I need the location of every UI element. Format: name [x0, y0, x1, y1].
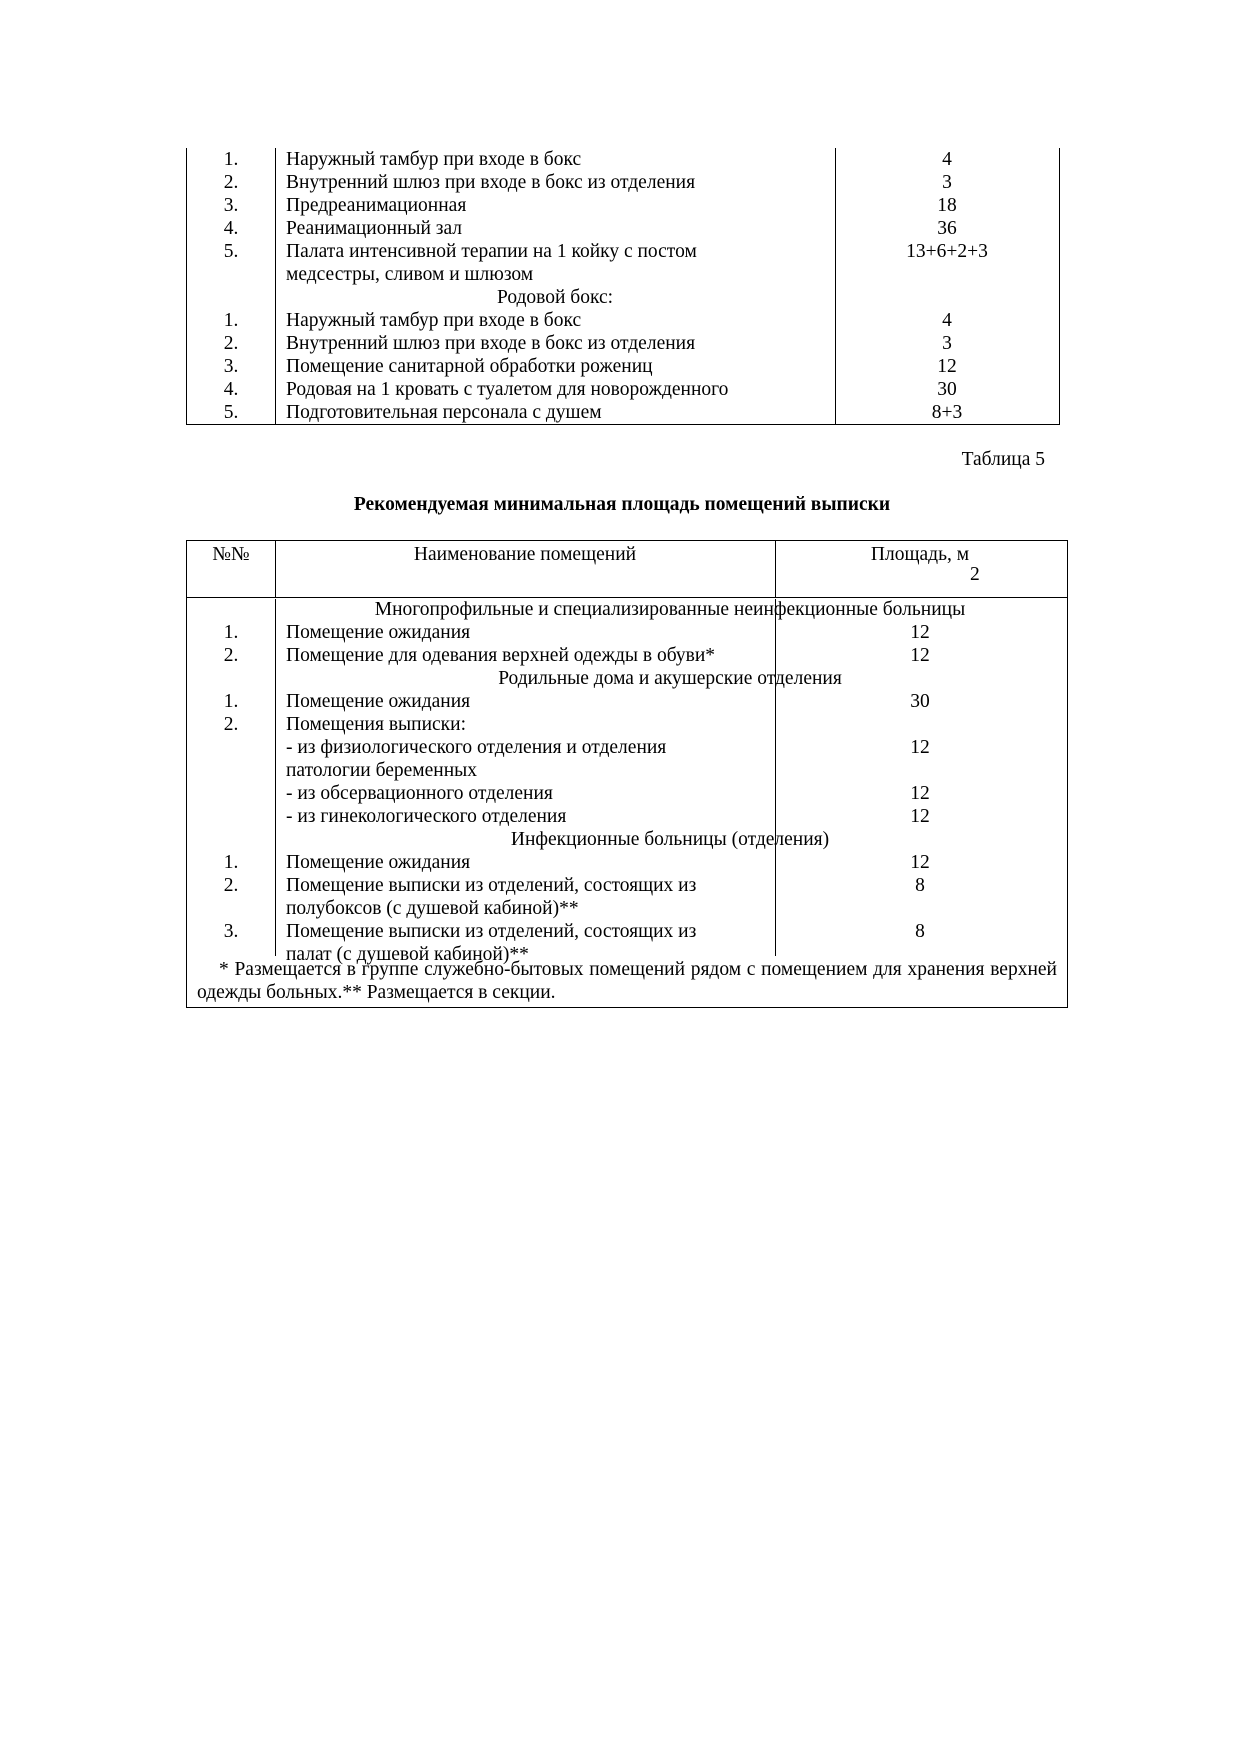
row-number: 5. — [223, 241, 239, 262]
room-name: Помещение ожидания — [286, 622, 471, 643]
room-area: 13+6+2+3 — [906, 241, 988, 262]
row-number: 1. — [223, 310, 239, 331]
room-area: 30 — [937, 379, 957, 400]
row-number: 2. — [223, 333, 239, 354]
room-name: Помещение выписки из отделений, состоящих из — [286, 921, 697, 942]
table-row — [187, 378, 1059, 401]
section-title: Инфекционные больницы (отделения) — [510, 829, 830, 850]
row-number: 3. — [223, 195, 239, 216]
room-name: Помещение выписки из отделений, состоящих из — [286, 875, 697, 896]
room-name: полубоксов (с душевой кабиной)** — [286, 898, 579, 919]
table-5 — [186, 540, 1068, 1008]
table-row — [187, 263, 1059, 286]
row-number: 4. — [223, 218, 239, 239]
table-row — [187, 874, 1067, 897]
table-row — [187, 782, 1067, 805]
table-row — [187, 943, 1067, 966]
room-area: 8+3 — [931, 402, 963, 423]
row-number: 2. — [223, 714, 239, 735]
room-area: 12 — [910, 852, 930, 873]
table-row — [187, 805, 1067, 828]
table-caption: Таблица 5 — [961, 449, 1045, 470]
table-row — [187, 621, 1067, 644]
section-row — [187, 828, 1067, 851]
table-title: Рекомендуемая минимальная площадь помещений выписки — [353, 494, 891, 515]
room-name: Внутренний шлюз при входе в бокс из отделения — [286, 172, 696, 193]
room-area: 3 — [942, 333, 952, 354]
room-name: медсестры, сливом и шлюзом — [286, 264, 534, 285]
table-row — [187, 851, 1067, 874]
header-num: №№ — [212, 544, 250, 565]
room-name: - из физиологического отделения и отделения — [286, 737, 667, 758]
room-name: Родовая на 1 кровать с туалетом для новорожденного — [286, 379, 729, 400]
table-row — [187, 401, 1059, 424]
room-name: Помещение ожидания — [286, 691, 471, 712]
room-name: - из гинекологического отделения — [286, 806, 567, 827]
room-area: 12 — [910, 645, 930, 666]
row-number: 1. — [223, 852, 239, 873]
room-area: 18 — [937, 195, 957, 216]
row-number: 2. — [223, 645, 239, 666]
room-area: 12 — [910, 737, 930, 758]
row-number: 2. — [223, 172, 239, 193]
room-name: Предреанимационная — [286, 195, 467, 216]
room-area: 4 — [942, 310, 952, 331]
table-row — [187, 897, 1067, 920]
room-name: Помещения выписки: — [286, 714, 467, 735]
room-name: патологии беременных — [286, 760, 478, 781]
room-area: 30 — [910, 691, 930, 712]
room-area: 12 — [910, 622, 930, 643]
row-number: 1. — [223, 622, 239, 643]
room-area: 8 — [915, 875, 925, 896]
section-row — [187, 667, 1067, 690]
room-area: 12 — [937, 356, 957, 377]
room-area: 4 — [942, 149, 952, 170]
row-number: 1. — [223, 149, 239, 170]
header-area: Площадь, м — [870, 544, 970, 565]
table-row — [187, 713, 1067, 736]
room-area: 8 — [915, 921, 925, 942]
table-footnote: * Размещается в группе служебно-бытовых помещений рядом с помещением для хранения верхней одежды больных.** Размещается в секции. — [197, 959, 1057, 1003]
room-name: Подготовительная персонала с душем — [286, 402, 602, 423]
room-name: Палата интенсивной терапии на 1 койку с постом — [286, 241, 697, 262]
section-title: Родовой бокс: — [496, 287, 614, 308]
section-title: Родильные дома и акушерские отделения — [498, 668, 842, 689]
room-name: Внутренний шлюз при входе в бокс из отделения — [286, 333, 696, 354]
room-name: Помещение ожидания — [286, 852, 471, 873]
header-name: Наименование помещений — [413, 544, 637, 565]
row-number: 5. — [223, 402, 239, 423]
table-row — [187, 355, 1059, 378]
header-area-unit-superscript: 2 — [970, 564, 980, 585]
room-name: палат (с душевой кабиной)** — [286, 944, 529, 965]
row-number: 3. — [223, 921, 239, 942]
section-row — [187, 598, 1067, 621]
table-row — [187, 759, 1067, 782]
row-number: 3. — [223, 356, 239, 377]
room-name: Реанимационный зал — [286, 218, 463, 239]
table-row — [187, 644, 1067, 667]
section-title: Многопрофильные и специализированные неинфекционные больницы — [374, 599, 966, 620]
room-name: Помещение для одевания верхней одежды в обуви* — [286, 645, 716, 666]
table-row — [187, 171, 1059, 194]
table-row — [187, 920, 1067, 943]
table-previous-continuation — [186, 148, 1060, 425]
table-row — [187, 194, 1059, 217]
room-name: Помещение санитарной обработки рожениц — [286, 356, 653, 377]
room-area: 12 — [910, 783, 930, 804]
table-row — [187, 217, 1059, 240]
room-area: 3 — [942, 172, 952, 193]
table-row — [187, 690, 1067, 713]
table-row — [187, 309, 1059, 332]
table-row — [187, 240, 1059, 263]
table-row — [187, 332, 1059, 355]
room-area: 12 — [910, 806, 930, 827]
room-name: - из обсервационного отделения — [286, 783, 553, 804]
room-area: 36 — [937, 218, 957, 239]
table-row — [187, 148, 1059, 171]
row-number: 4. — [223, 379, 239, 400]
row-number: 1. — [223, 691, 239, 712]
row-number: 2. — [223, 875, 239, 896]
room-name: Наружный тамбур при входе в бокс — [286, 149, 582, 170]
section-row — [187, 286, 1059, 309]
room-name: Наружный тамбур при входе в бокс — [286, 310, 582, 331]
table-row — [187, 736, 1067, 759]
